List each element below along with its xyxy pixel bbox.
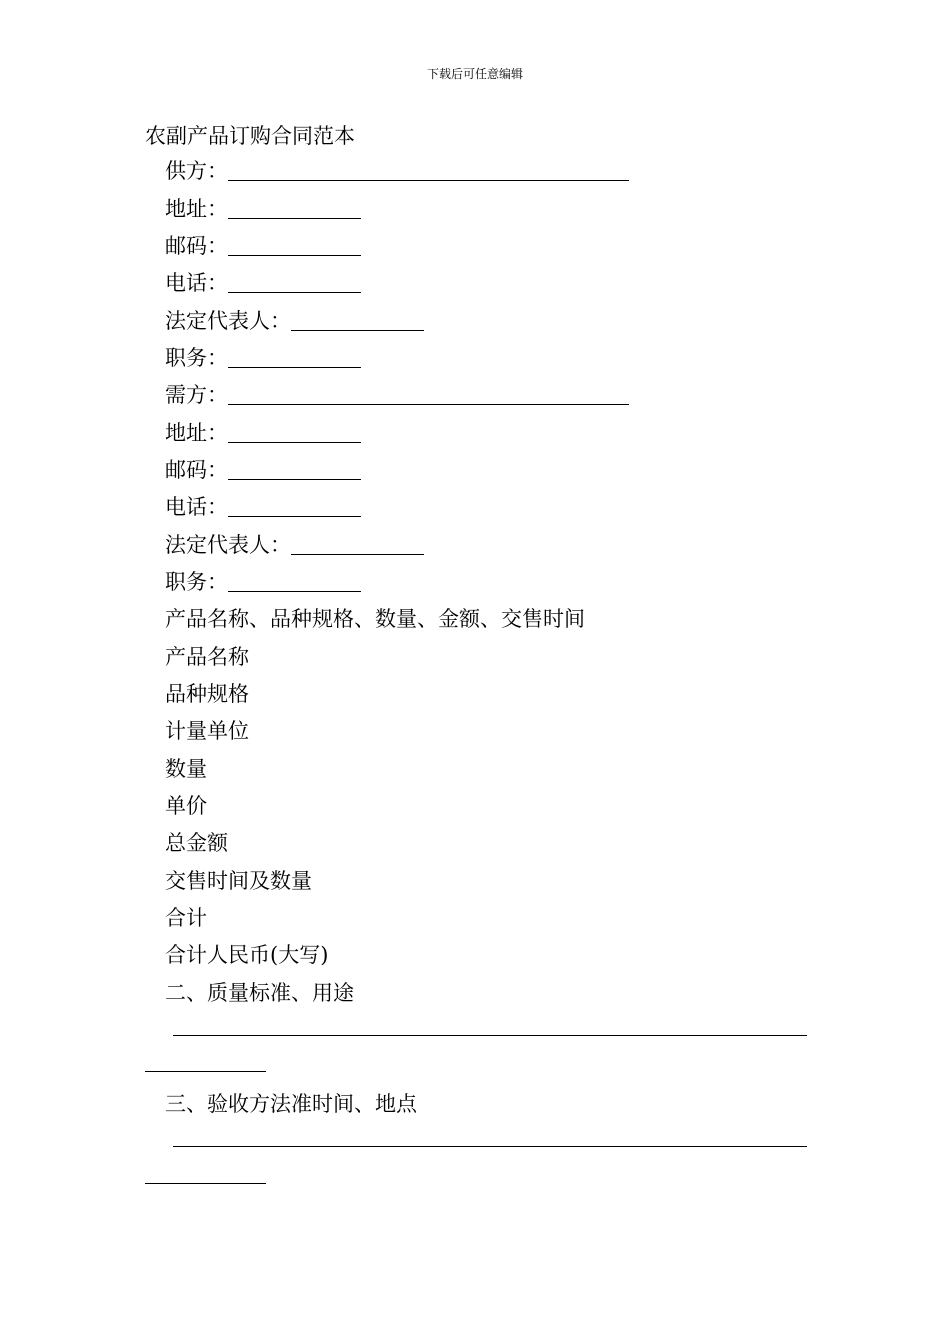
product-item-unit: 计量单位 — [165, 719, 249, 743]
buyer-address-label: 地址： — [165, 421, 228, 445]
buyer-postcode-label: 邮码： — [165, 458, 228, 482]
supplier-postcode-label: 邮码： — [165, 234, 228, 258]
buyer-address-field[interactable] — [228, 420, 361, 443]
buyer-legal-rep-field[interactable] — [291, 532, 424, 555]
buyer-address-row — [165, 418, 361, 448]
supplier-address-row — [165, 194, 361, 224]
supplier-address-field[interactable] — [228, 196, 361, 219]
supplier-phone-label: 电话： — [165, 271, 228, 295]
product-item-delivery-time: 交售时间及数量 — [165, 869, 312, 893]
supplier-position-field[interactable] — [228, 345, 361, 368]
supplier-phone-row — [165, 268, 361, 298]
section2-heading: 二、质量标准、用途 — [165, 981, 354, 1005]
buyer-legal-rep-row — [165, 530, 424, 560]
product-item-total-rmb: 合计人民币(大写) — [165, 943, 329, 967]
supplier-postcode-field[interactable] — [228, 233, 361, 256]
buyer-phone-label: 电话： — [165, 495, 228, 519]
supplier-party-field[interactable] — [228, 158, 629, 181]
buyer-phone-row — [165, 492, 361, 522]
buyer-position-row — [165, 567, 361, 597]
product-item-spec: 品种规格 — [165, 682, 249, 706]
product-item-subtotal: 合计 — [165, 906, 207, 930]
buyer-party-row — [165, 380, 629, 410]
product-item-quantity: 数量 — [165, 757, 207, 781]
section3-fill-line-continuation[interactable] — [145, 1183, 266, 1184]
supplier-legal-rep-label: 法定代表人： — [165, 309, 291, 333]
buyer-party-field[interactable] — [228, 382, 629, 405]
supplier-phone-field[interactable] — [228, 270, 361, 293]
supplier-position-row — [165, 343, 361, 373]
supplier-party-label: 供方： — [165, 159, 228, 183]
section2-fill-line[interactable] — [173, 1035, 807, 1036]
supplier-postcode-row — [165, 231, 361, 261]
buyer-legal-rep-label: 法定代表人： — [165, 533, 291, 557]
product-section-heading: 产品名称、品种规格、数量、金额、交售时间 — [165, 607, 585, 631]
supplier-legal-rep-field[interactable] — [291, 308, 424, 331]
product-item-total-amount: 总金额 — [165, 831, 228, 855]
supplier-position-label: 职务： — [165, 346, 228, 370]
supplier-legal-rep-row — [165, 306, 424, 336]
section3-heading: 三、验收方法准时间、地点 — [165, 1092, 417, 1116]
product-item-unit-price: 单价 — [165, 794, 207, 818]
section3-fill-line[interactable] — [173, 1146, 807, 1147]
buyer-phone-field[interactable] — [228, 494, 361, 517]
supplier-address-label: 地址： — [165, 197, 228, 221]
supplier-party-row — [165, 156, 629, 186]
buyer-party-label: 需方： — [165, 383, 228, 407]
document-title: 农副产品订购合同范本 — [145, 124, 355, 148]
section2-fill-line-continuation[interactable] — [145, 1071, 266, 1072]
page-header: 下载后可任意编辑 — [426, 67, 523, 81]
product-item-name: 产品名称 — [165, 645, 249, 669]
buyer-postcode-field[interactable] — [228, 457, 361, 480]
buyer-position-label: 职务： — [165, 570, 228, 594]
buyer-postcode-row — [165, 455, 361, 485]
buyer-position-field[interactable] — [228, 569, 361, 592]
